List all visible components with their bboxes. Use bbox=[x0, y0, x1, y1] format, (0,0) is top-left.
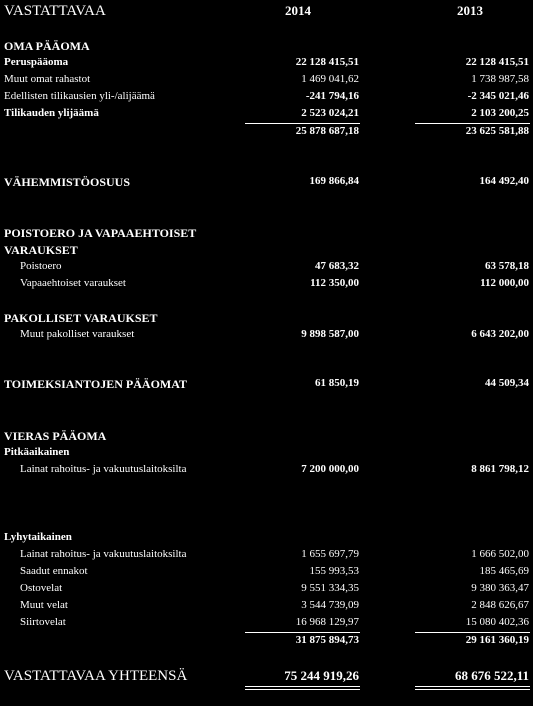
value-2014: 16 968 129,97 bbox=[295, 616, 359, 628]
value-2013: 1 666 502,00 bbox=[471, 548, 529, 560]
value-2013: -2 345 021,46 bbox=[467, 90, 529, 102]
double-rule-2014-bottom bbox=[245, 689, 360, 690]
value-2014: 7 200 000,00 bbox=[301, 463, 359, 475]
table-row bbox=[0, 565, 533, 582]
value-2014: 1 655 697,79 bbox=[301, 548, 359, 560]
value-2013: 44 509,34 bbox=[485, 377, 529, 389]
reserves-heading-line2: VARAUKSET bbox=[4, 243, 78, 257]
row-label: Lainat rahoitus- ja vakuutuslaitoksilta bbox=[20, 548, 187, 560]
table-row bbox=[0, 90, 533, 107]
row-label: Poistoero bbox=[20, 260, 62, 272]
value-2014: 61 850,19 bbox=[315, 377, 359, 389]
shortterm-total-2014: 31 875 894,73 bbox=[295, 634, 359, 646]
value-2013: 15 080 402,36 bbox=[465, 616, 529, 628]
table-row bbox=[0, 599, 533, 616]
table-row bbox=[0, 56, 533, 73]
shortterm-total-row bbox=[0, 634, 533, 651]
value-2013: 164 492,40 bbox=[479, 175, 529, 187]
value-2013: 185 465,69 bbox=[479, 565, 529, 577]
reserves-heading-line1: POISTOERO JA VAPAAEHTOISET bbox=[4, 226, 197, 240]
value-2013: 22 128 415,51 bbox=[465, 56, 529, 68]
year-2013-header: 2013 bbox=[457, 3, 483, 18]
shortterm-total-2013: 29 161 360,19 bbox=[465, 634, 529, 646]
table-row bbox=[0, 277, 533, 294]
value-2013: 63 578,18 bbox=[485, 260, 529, 272]
table-row bbox=[0, 107, 533, 124]
value-2014: 112 350,00 bbox=[310, 277, 359, 289]
grand-total-2014: 75 244 919,26 bbox=[284, 668, 359, 683]
row-label: Siirtovelat bbox=[20, 616, 66, 628]
equity-heading: OMA PÄÄOMA bbox=[4, 39, 90, 53]
double-rule-2013-bottom bbox=[415, 689, 530, 690]
sum-rule-2013 bbox=[415, 632, 530, 633]
value-2013: 6 643 202,00 bbox=[471, 328, 529, 340]
minority-label: VÄHEMMISTÖOSUUS bbox=[4, 175, 131, 189]
provisions-heading-row bbox=[0, 311, 533, 328]
value-2014: 9 898 587,00 bbox=[301, 328, 359, 340]
reserves-heading-row bbox=[0, 226, 533, 243]
equity-heading-row bbox=[0, 39, 533, 56]
value-2014: 47 683,32 bbox=[315, 260, 359, 272]
table-row bbox=[0, 616, 533, 633]
sum-rule-2014 bbox=[245, 123, 360, 124]
table-row bbox=[0, 463, 533, 480]
commissions-row bbox=[0, 377, 533, 394]
commissions-label: TOIMEKSIANTOJEN PÄÄOMAT bbox=[4, 377, 188, 391]
longterm-heading-row bbox=[0, 446, 533, 463]
sum-rule-2014 bbox=[245, 632, 360, 633]
value-2013: 1 738 987,58 bbox=[471, 73, 529, 85]
equity-total-2013: 23 625 581,88 bbox=[465, 125, 529, 137]
value-2014: 3 544 739,09 bbox=[301, 599, 359, 611]
table-row bbox=[0, 73, 533, 90]
row-label: Edellisten tilikausien yli-/alijäämä bbox=[4, 90, 155, 102]
row-label: Tilikauden ylijäämä bbox=[4, 107, 99, 119]
value-2013: 2 848 626,67 bbox=[471, 599, 529, 611]
shortterm-heading: Lyhytaikainen bbox=[4, 531, 72, 543]
reserves-heading-row-2 bbox=[0, 243, 533, 260]
provisions-heading: PAKOLLISET VARAUKSET bbox=[4, 311, 158, 325]
liabilities-heading-row bbox=[0, 429, 533, 446]
sum-rule-2013 bbox=[415, 123, 530, 124]
minority-row bbox=[0, 175, 533, 192]
table-row bbox=[0, 548, 533, 565]
value-2014: 9 551 334,35 bbox=[301, 582, 359, 594]
value-2013: 9 380 363,47 bbox=[471, 582, 529, 594]
table-row bbox=[0, 582, 533, 599]
row-label: Vapaaehtoiset varaukset bbox=[20, 277, 126, 289]
row-label: Muut omat rahastot bbox=[4, 73, 91, 85]
shortterm-heading-row bbox=[0, 531, 533, 548]
value-2013: 2 103 200,25 bbox=[471, 107, 529, 119]
row-label: Lainat rahoitus- ja vakuutuslaitoksilta bbox=[20, 463, 187, 475]
value-2014: -241 794,16 bbox=[305, 90, 359, 102]
equity-total-row bbox=[0, 125, 533, 142]
row-label: Muut velat bbox=[20, 599, 68, 611]
value-2014: 1 469 041,62 bbox=[301, 73, 359, 85]
value-2014: 155 993,53 bbox=[309, 565, 359, 577]
header-row bbox=[0, 3, 533, 23]
double-rule-2014-top bbox=[245, 686, 360, 687]
row-label: Saadut ennakot bbox=[20, 565, 88, 577]
row-label: Muut pakolliset varaukset bbox=[20, 328, 135, 340]
row-label: Ostovelat bbox=[20, 582, 63, 594]
grand-total-row bbox=[0, 668, 533, 688]
liabilities-heading: VIERAS PÄÄOMA bbox=[4, 429, 107, 443]
value-2014: 2 523 024,21 bbox=[301, 107, 359, 119]
row-label: Peruspääoma bbox=[4, 56, 69, 68]
value-2014: 169 866,84 bbox=[309, 175, 359, 187]
equity-total-2014: 25 878 687,18 bbox=[295, 125, 359, 137]
double-rule-2013-top bbox=[415, 686, 530, 687]
longterm-heading: Pitkäaikainen bbox=[4, 446, 70, 458]
value-2013: 8 861 798,12 bbox=[471, 463, 529, 475]
value-2013: 112 000,00 bbox=[480, 277, 529, 289]
grand-total-label: VASTATTAVAA YHTEENSÄ bbox=[4, 668, 188, 684]
year-2014-header: 2014 bbox=[285, 3, 311, 18]
value-2014: 22 128 415,51 bbox=[295, 56, 359, 68]
table-row bbox=[0, 260, 533, 277]
grand-total-2013: 68 676 522,11 bbox=[454, 668, 529, 683]
sheet-title: VASTATTAVAA bbox=[4, 3, 106, 19]
table-row bbox=[0, 328, 533, 345]
